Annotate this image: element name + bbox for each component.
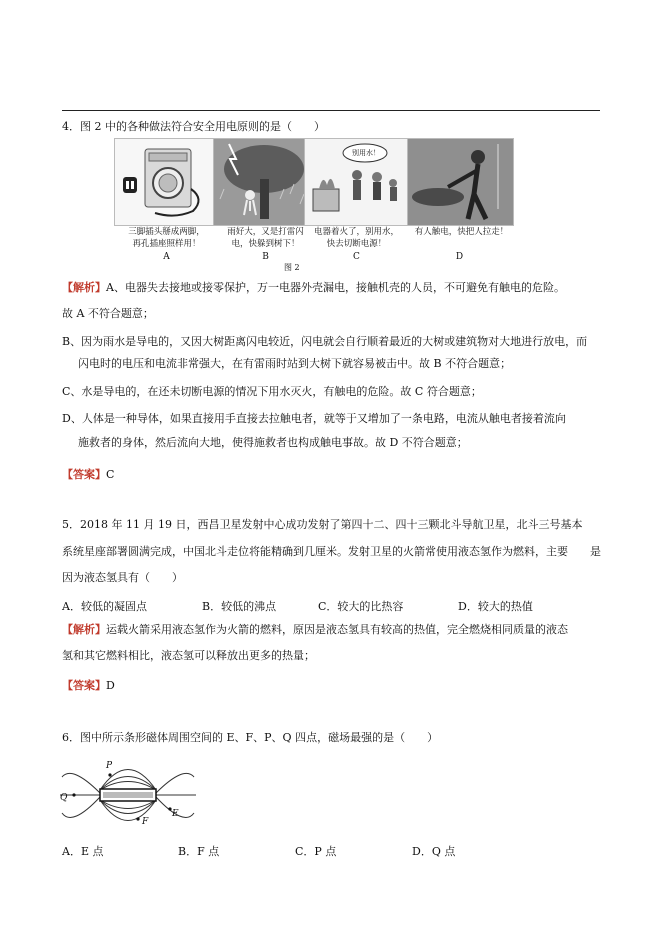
q6-option-d: D．Q 点 bbox=[412, 845, 456, 858]
q5-stem-line-2: 系统星座部署圆满完成，中国北斗走位将能精确到几厘米。发射卫星的火箭常使用液态氢作为燃料，主要 是 bbox=[62, 545, 601, 558]
speech-bubble: 别用水！ bbox=[352, 149, 380, 157]
analysis-tag: 【解析】 bbox=[62, 623, 106, 636]
q4-figure bbox=[114, 138, 516, 270]
q4-answer bbox=[62, 467, 114, 483]
q5-analysis-line-1 bbox=[62, 622, 568, 638]
q6-option-c: C．P 点 bbox=[295, 845, 337, 858]
caption-a: 三脚插头掰成两脚， 再孔插座照样用！ bbox=[128, 227, 205, 249]
figure-label: 图 2 bbox=[284, 263, 300, 272]
answer-tag: 【答案】 bbox=[62, 468, 106, 481]
q5-option-c: C．较大的比热容 bbox=[318, 600, 404, 613]
q6-stem: 6．图中所示条形磁体周围空间的 E、F、P、Q 四点，磁场最强的是（ ） bbox=[62, 731, 439, 744]
figure-a-washing-machine bbox=[114, 138, 221, 226]
q5-stem-line-1: 5．2018 年 11 月 19 日，西昌卫星发射中心成功发射了第四十二、四十三颗北斗导航卫星，北斗三号基本 bbox=[62, 518, 583, 531]
q4-analysis-line-3: B、因为雨水是导电的，又因大树距离闪电较近，闪电就会自行顺着最近的大树或建筑物对大地进行放电，而 bbox=[62, 335, 588, 348]
letter-c: C bbox=[353, 252, 360, 262]
q4-analysis-line-1 bbox=[62, 280, 565, 296]
bar-magnet-figure bbox=[58, 757, 198, 840]
q6-option-b: B．F 点 bbox=[178, 845, 220, 858]
q4-analysis-line-5: C、水是导电的，在还未切断电源的情况下用水灭火，有触电的危险。故 C 符合题意； bbox=[62, 385, 482, 398]
answer-tag: 【答案】 bbox=[62, 679, 106, 692]
point-p-label: P bbox=[106, 761, 113, 771]
q5-option-a: A．较低的凝固点 bbox=[62, 600, 147, 613]
header-rule bbox=[62, 110, 600, 111]
q4-analysis-line-7: 施救者的身体，然后流向大地，使得施救者也构成触电事故。故 D 不符合题意； bbox=[78, 436, 468, 449]
caption-c: 电器着火了，别用水， 快去切断电源！ bbox=[313, 227, 399, 249]
figure-d-electric-shock bbox=[407, 138, 514, 226]
q5-answer bbox=[62, 678, 115, 694]
analysis-text: 运载火箭采用液态氢作为火箭的燃料，原因是液态氢具有较高的热值，完全燃烧相同质量的液态 bbox=[106, 623, 568, 636]
letter-b: B bbox=[262, 252, 269, 262]
analysis-tag: 【解析】 bbox=[62, 281, 106, 294]
letter-a: A bbox=[163, 252, 170, 262]
q4-analysis-line-4: 闪电时的电压和电流非常强大，在有雷雨时站到大树下就容易被击中。故 B 不符合题意； bbox=[78, 357, 512, 370]
q4-analysis-line-2: 故 A 不符合题意； bbox=[62, 307, 154, 320]
answer-value: C bbox=[106, 468, 115, 481]
caption-d: 有人触电，快把人拉走！ bbox=[414, 227, 509, 237]
analysis-text: A、电器失去接地或接零保护，万一电器外壳漏电，接触机壳的人员，不可避免有触电的危险。 bbox=[106, 281, 565, 294]
q5-option-b: B．较低的沸点 bbox=[202, 600, 277, 613]
q5-stem-line-3: 因为液态氢具有（ ） bbox=[62, 571, 183, 584]
figure-c-electrical-fire bbox=[304, 138, 411, 226]
point-e-label: E bbox=[172, 809, 179, 819]
answer-value: D bbox=[106, 679, 115, 692]
q5-option-d: D．较大的热值 bbox=[458, 600, 533, 613]
q4-analysis-line-6: D、人体是一种导体，如果直接用手直接去拉触电者，就等于又增加了一条电路，电流从触电者接着流向 bbox=[62, 412, 566, 425]
q5-analysis-line-2: 氢和其它燃料相比，液态氢可以释放出更多的热量； bbox=[62, 649, 315, 662]
caption-b: 雨好大，又是打雷闪 电，快躲到树下！ bbox=[227, 227, 304, 249]
q4-stem: 4．图 2 中的各种做法符合安全用电原则的是（ ） bbox=[62, 120, 325, 133]
point-f-label: F bbox=[142, 817, 149, 827]
letter-d: D bbox=[455, 252, 464, 262]
q6-option-a: A．E 点 bbox=[62, 845, 104, 858]
point-q-label: Q bbox=[60, 793, 68, 803]
